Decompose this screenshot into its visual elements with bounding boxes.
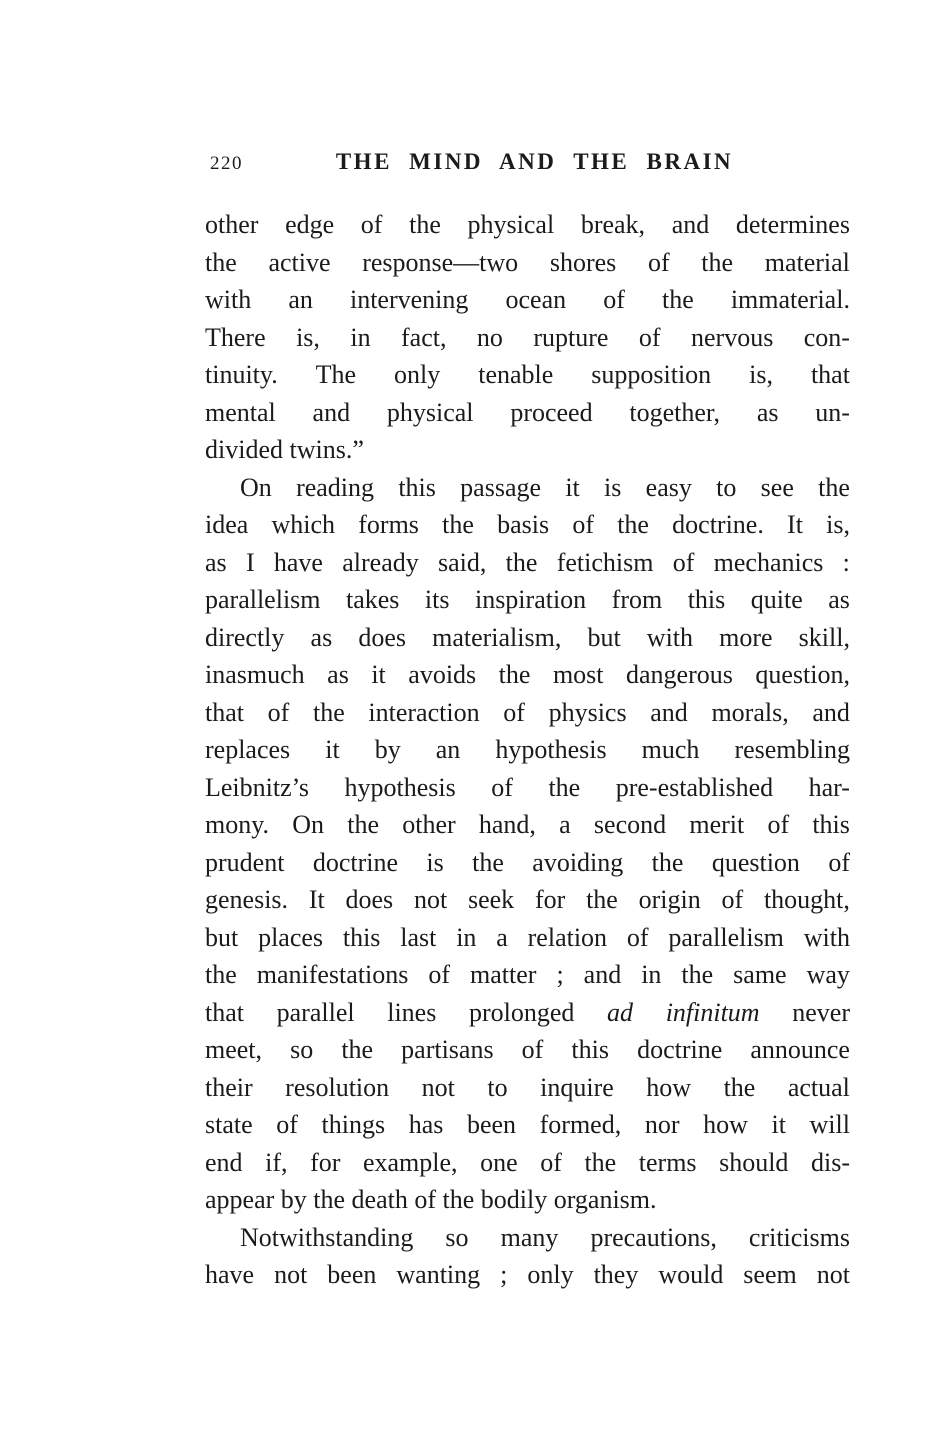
text-line: Leibnitz’s hypothesis of the pre-established har- <box>205 772 850 802</box>
page-text <box>205 206 850 1294</box>
text-line: mony. On the other hand, a second merit of this <box>205 810 850 839</box>
text-line: tinuity. The only tenable supposition is, that <box>205 360 850 389</box>
text-line: divided twins.” <box>205 435 364 464</box>
text-line: mental and physical proceed together, as un- <box>205 397 850 427</box>
text-line: the active response—two shores of the material <box>205 247 850 277</box>
text-line: On reading this passage it is easy to see the <box>240 472 850 502</box>
text-line: prudent doctrine is the avoiding the question of <box>205 847 850 877</box>
text-line: but places this last in a relation of parallelism with <box>205 922 850 952</box>
text-line: the manifestations of matter ; and in the same way <box>205 960 850 989</box>
text-line: Notwithstanding so many precautions, criticisms <box>240 1222 850 1252</box>
text-line: end if, for example, one of the terms should dis- <box>205 1147 850 1177</box>
text-line: that of the interaction of physics and morals, and <box>205 697 850 727</box>
text-line: other edge of the physical break, and determines <box>205 210 850 239</box>
text-line: directly as does materialism, but with more skill, <box>205 622 850 652</box>
text-line: that parallel lines prolonged ad infinitum never <box>205 997 850 1027</box>
text-line: inasmuch as it avoids the most dangerous question, <box>205 660 850 689</box>
running-head-title: THE MIND AND THE BRAIN <box>335 149 734 174</box>
text-line: parallelism takes its inspiration from this quite as <box>205 585 850 614</box>
page-number: 220 <box>210 153 243 174</box>
text-line: have not been wanting ; only they would seem not <box>205 1260 850 1289</box>
text-line: idea which forms the basis of the doctrine. It is, <box>205 510 850 539</box>
page-header <box>205 149 850 179</box>
text-line: appear by the death of the bodily organism. <box>205 1185 657 1214</box>
text-line: with an intervening ocean of the immaterial. <box>205 285 850 314</box>
text-line: genesis. It does not seek for the origin of thought, <box>205 885 850 914</box>
text-line: their resolution not to inquire how the actual <box>205 1072 850 1102</box>
text-line: state of things has been formed, nor how it will <box>205 1110 850 1139</box>
text-line: as I have already said, the fetichism of mechanics : <box>205 547 850 577</box>
text-line: There is, in fact, no rupture of nervous con- <box>205 322 850 352</box>
text-line: meet, so the partisans of this doctrine announce <box>205 1035 850 1064</box>
text-line: replaces it by an hypothesis much resembling <box>205 735 850 764</box>
